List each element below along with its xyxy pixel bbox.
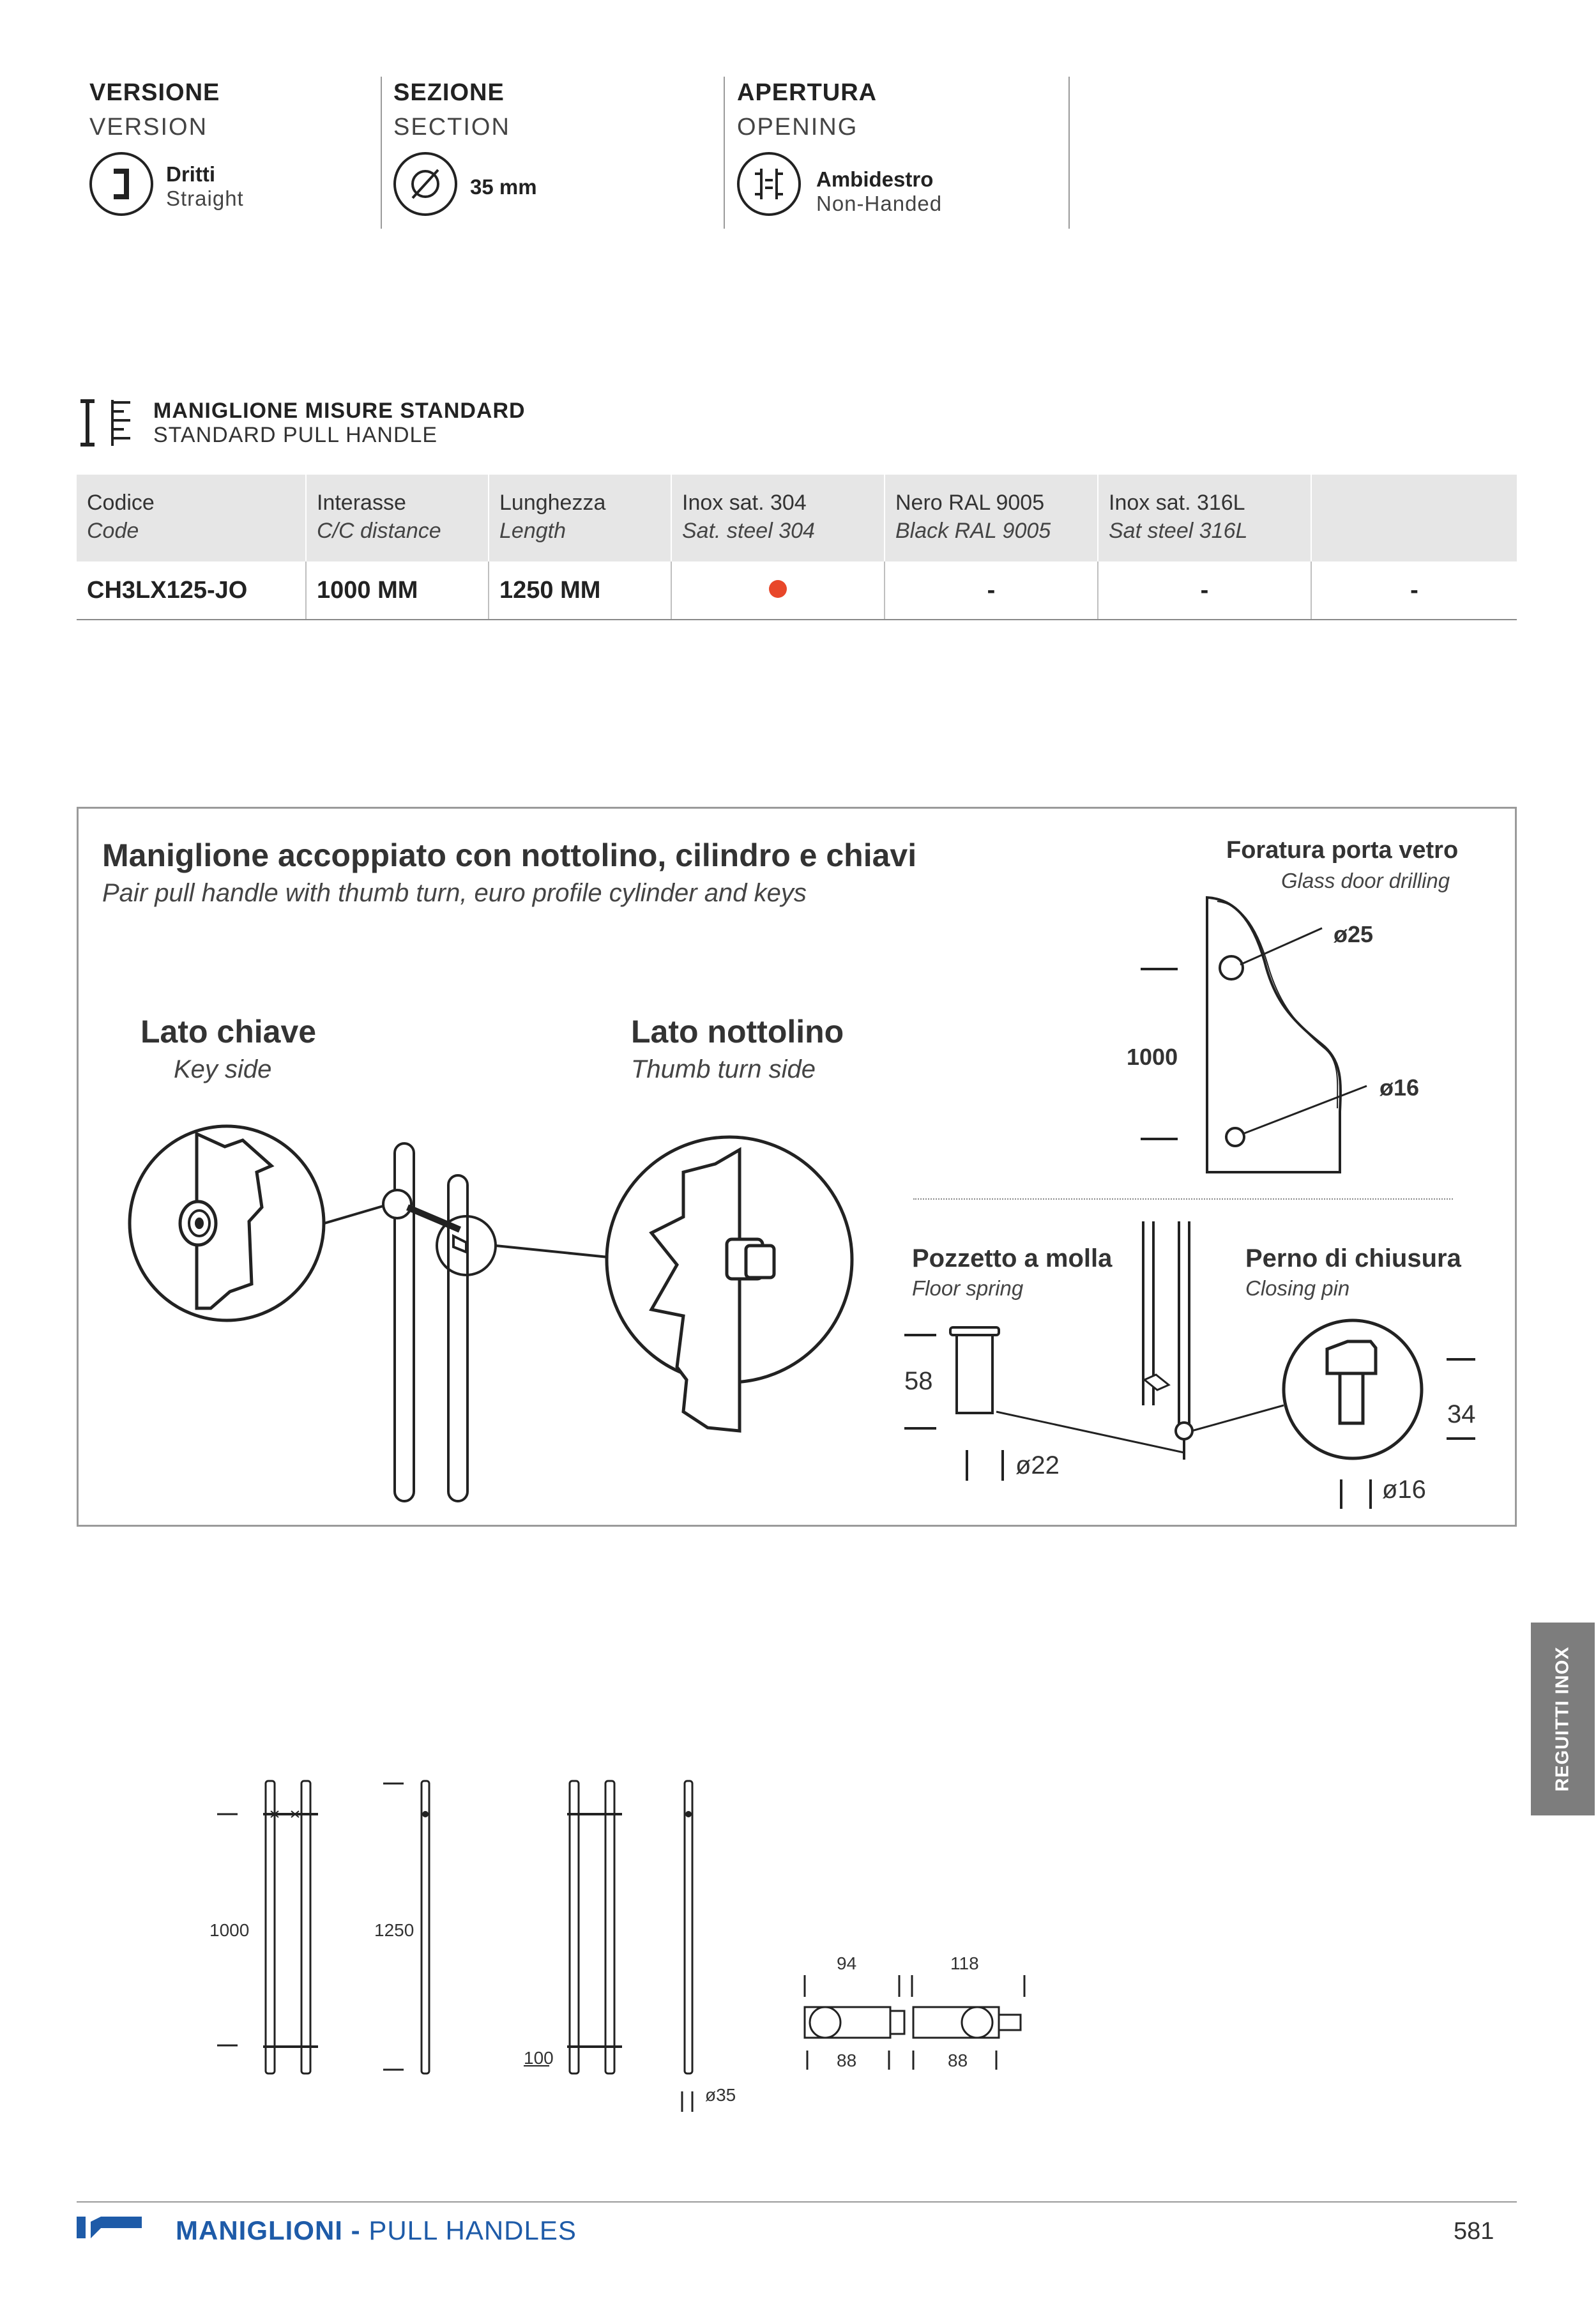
header-divider [1068,77,1070,229]
header-divider [381,77,382,229]
dim-w1: 94 [837,1953,857,1973]
divider-dotted [913,1198,1453,1200]
footer-brand: MANIGLIONI [176,2215,343,2245]
closing-pin-subtitle: Closing pin [1245,1276,1350,1300]
dim-cc: 1000 [209,1920,250,1940]
cylinder-illustration [121,1111,875,1508]
dim-w3: 88 [837,2051,857,2070]
cell-cc: 1000 MM [306,561,489,620]
footer-en: PULL HANDLES [369,2215,577,2245]
opening-option-it: Ambidestro [816,167,934,191]
footer-divider [77,2201,1517,2203]
floor-spring-height: 58 [904,1367,933,1395]
floor-spring-title: Pozzetto a molla [912,1244,1113,1272]
diameter-icon [393,152,457,216]
drilling-title: Foratura porta vetro [1226,837,1459,864]
cell-inox304 [671,561,885,620]
dim-w2: 118 [950,1953,979,1973]
opening-option-en: Non-Handed [816,192,943,215]
dim-length: 1250 [374,1920,414,1940]
footer-sep: - [342,2215,369,2245]
version-title: VERSIONE [89,79,220,106]
straight-handle-icon [89,152,153,216]
floor-spring-diameter: ø22 [1015,1451,1060,1479]
dim-diameter: ø35 [705,2085,736,2105]
version-option-en: Straight [166,187,244,210]
col-inox304: Inox sat. 304 Sat. steel 304 [671,475,885,561]
header-divider [724,77,725,229]
floor-spring-pin-diagram [901,1214,1494,1514]
opening-title: APERTURA [737,79,878,106]
version-subtitle: VERSION [89,114,208,141]
standard-subtitle: STANDARD PULL HANDLE [153,423,438,447]
col-extra [1311,475,1517,561]
glass-drilling-diagram [1137,891,1443,1185]
drilling-d2: ø16 [1379,1074,1420,1101]
closing-pin-height: 34 [1447,1400,1476,1428]
standard-title: MANIGLIONE MISURE STANDARD [153,399,526,423]
panel-title: Maniglione accoppiato con nottolino, cilindro e chiavi [102,837,917,873]
floor-spring-subtitle: Floor spring [912,1276,1024,1300]
drilling-d1: ø25 [1334,921,1374,947]
available-dot-icon [769,580,787,598]
col-nero: Nero RAL 9005 Black RAL 9005 [885,475,1098,561]
col-length: Lunghezza Length [489,475,671,561]
section-side-tab [1531,1623,1595,1815]
footer-title [176,2215,577,2246]
spec-table [77,475,1517,620]
col-code: Codice Code [77,475,306,561]
thumb-side-subtitle: Thumb turn side [631,1055,816,1083]
brand-logo-icon [77,2217,142,2238]
drilling-height: 1000 [1127,1044,1178,1070]
closing-pin-diameter: ø16 [1382,1476,1426,1504]
cell-extra: - [1311,561,1517,620]
pair-handle-icon [737,152,801,216]
cell-length: 1250 MM [489,561,671,620]
page-number: 581 [1454,2218,1494,2245]
dim-offset: 100 [524,2048,554,2068]
section-value: 35 mm [470,175,537,199]
thumb-side-title: Lato nottolino [631,1014,844,1050]
version-option-it: Dritti [166,162,215,186]
col-inox316: Inox sat. 316L Sat steel 316L [1098,475,1311,561]
standard-icon [77,397,134,452]
cell-inox316: - [1098,561,1311,620]
section-subtitle: SECTION [393,114,510,141]
drilling-subtitle: Glass door drilling [1281,869,1450,892]
table-header-row [77,475,1517,561]
col-cc: Interasse C/C distance [306,475,489,561]
section-title: SEZIONE [393,79,505,106]
cell-code: CH3LX125-JO [77,561,306,620]
dim-w4: 88 [948,2051,968,2070]
key-side-title: Lato chiave [141,1014,317,1050]
key-side-subtitle: Key side [174,1055,272,1083]
panel-subtitle: Pair pull handle with thumb turn, euro profile cylinder and keys [102,879,807,907]
side-tab-label: REGUITTI INOX [1552,1646,1573,1792]
cell-nero: - [885,561,1098,620]
closing-pin-title: Perno di chiusura [1245,1244,1461,1272]
opening-subtitle: OPENING [737,114,858,141]
table-row [77,561,1517,620]
